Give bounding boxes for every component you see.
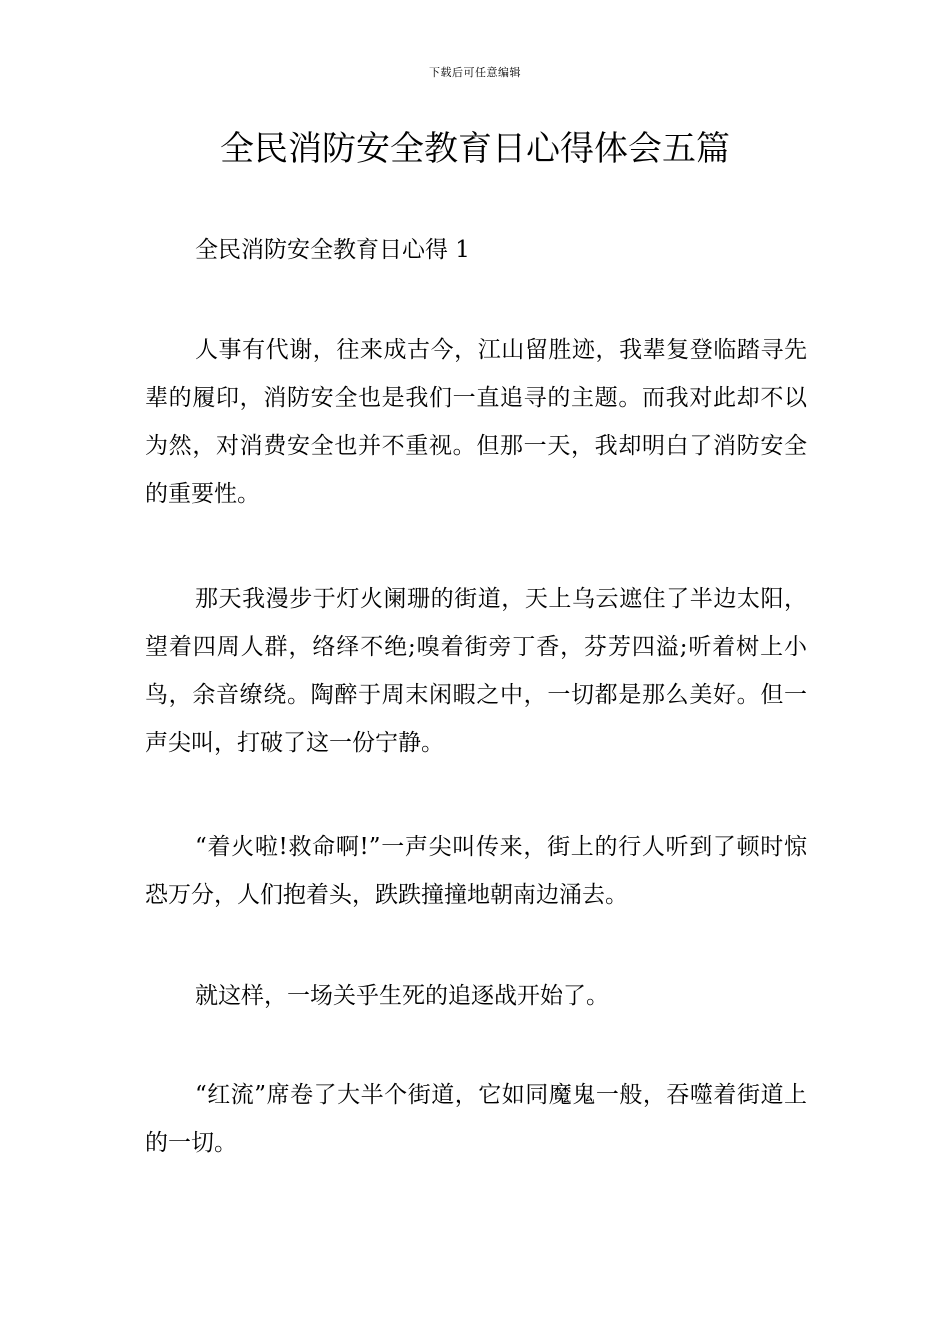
paragraph: 人事有代谢，往来成古今，江山留胜迹，我辈复登临踏寻先辈的履印，消防安全也是我们一直追寻的主题。而我对此却不以为然，对消费安全也并不重视。但那一天，我却明白了消防安全的重要性。	[145, 337, 807, 507]
header-note: 下载后可任意编辑	[429, 66, 521, 79]
paragraph: “红流”席卷了大半个街道，它如同魔鬼一般，吞噬着街道上的一切。	[145, 1082, 807, 1156]
paragraph: “着火啦!救命啊!”一声尖叫传来，街上的行人听到了顿时惊恐万分，人们抱着头，跌跌撞撞地朝南边涌去。	[145, 834, 807, 908]
paragraph: 就这样，一场关乎生死的追逐战开始了。	[195, 983, 609, 1009]
paragraph: 那天我漫步于灯火阑珊的街道，天上乌云遮住了半边太阳，望着四周人群，络绎不绝;嗅着街旁丁香，芬芳四溢;听着树上小鸟，余音缭绕。陶醉于周末闲暇之中，一切都是那么美好。但一声尖叫，打破了这一份宁静。	[145, 586, 807, 756]
section-subheading: 全民消防安全教育日心得 1	[195, 237, 470, 263]
document-title: 全民消防安全教育日心得体会五篇	[220, 129, 730, 169]
